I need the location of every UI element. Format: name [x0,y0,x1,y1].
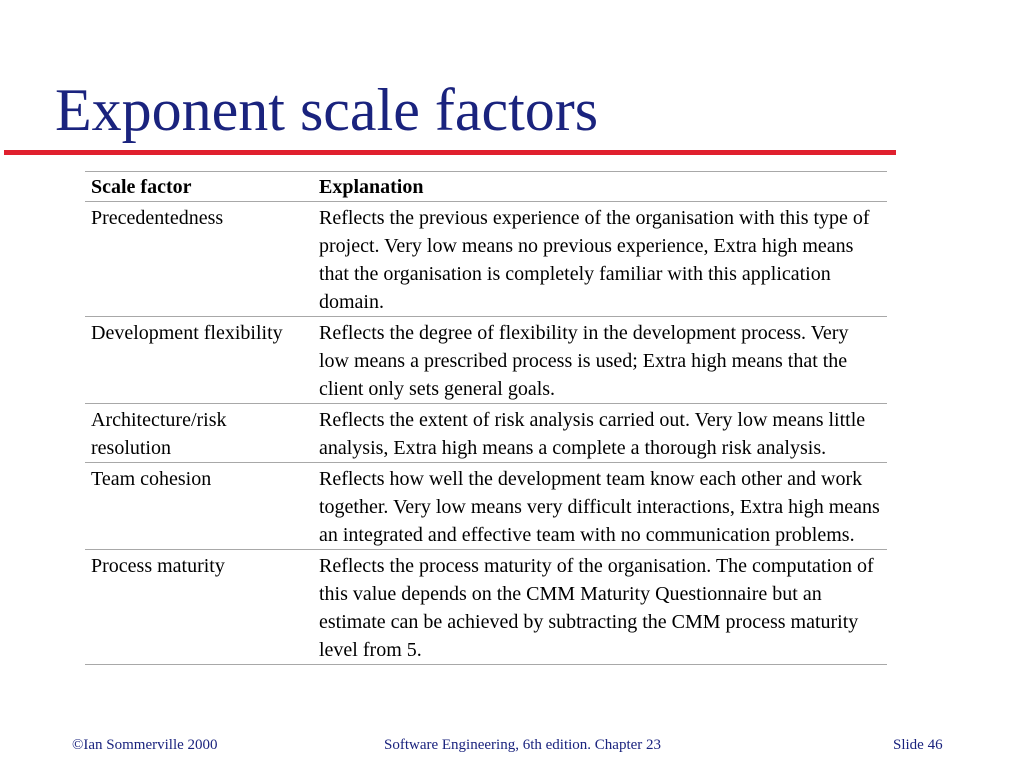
scale-factor-cell: Development flexibility [91,322,283,344]
table-row [85,550,887,665]
footer-book-title: Software Engineering, 6th edition. Chapter 23 [384,737,662,753]
footer-copyright: ©Ian Sommerville 2000 [72,737,218,753]
footer-slide-number: Slide 46 [893,737,943,753]
table-row [85,317,887,404]
explanation-cell: Reflects the previous experience of the organisation with this type of project. Very low means no previous experience, Extra high means that the organisation is completely familiar with this application domain. [319,207,870,313]
scale-factor-cell: Precedentedness [91,207,224,229]
header-scale-factor: Scale factor [91,176,192,198]
explanation-cell: Reflects how well the development team know each other and work together. Very low means very difficult interactions, Extra high means an integrated and effective team with no communication problems. [319,468,880,546]
table-row [85,463,887,550]
title-divider [4,150,896,155]
table-header-row [85,172,887,202]
scale-factor-cell: Team cohesion [91,468,212,490]
scale-factor-cell: Architecture/risk resolution [91,409,227,459]
table-row [85,404,887,463]
scale-factor-cell: Process maturity [91,555,225,577]
explanation-cell: Reflects the process maturity of the organisation. The computation of this value depends on the CMM Maturity Questionnaire but an estimate can be achieved by subtracting the CMM process maturity level from 5. [319,555,874,661]
slide-title: Exponent scale factors [55,77,599,143]
scale-factor-table-container [85,171,887,665]
explanation-cell: Reflects the degree of flexibility in the development process. Very low means a prescribed process is used; Extra high means that the client only sets general goals. [319,322,849,400]
header-explanation: Explanation [319,176,424,198]
scale-factor-table [85,171,887,665]
explanation-cell: Reflects the extent of risk analysis carried out. Very low means little analysis, Extra high means a complete a thorough risk analysis. [319,409,866,459]
table-row [85,202,887,317]
